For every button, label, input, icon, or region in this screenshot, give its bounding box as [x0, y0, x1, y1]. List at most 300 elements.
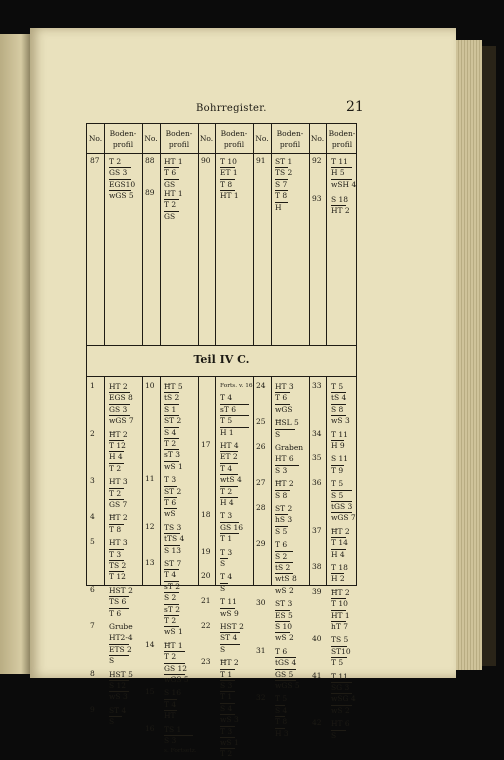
boring-number: 87 — [90, 156, 100, 165]
profile-layer: T 8 — [275, 717, 288, 727]
column-rule — [104, 376, 105, 586]
profile-layer: T 12 — [109, 572, 126, 582]
soil-profile — [164, 381, 183, 472]
profile-layer: T 8 — [275, 190, 292, 201]
boring-number: 41 — [312, 670, 322, 680]
boring-number: 38 — [312, 562, 322, 571]
profile-layer: H 2 — [331, 573, 348, 584]
boring-number: 25 — [256, 417, 266, 427]
profile-layer: T 4 — [220, 572, 233, 582]
profile-layer: HT 3 — [109, 538, 128, 548]
profile-layer: sT 2 — [164, 581, 183, 592]
soil-profile — [331, 718, 350, 741]
boring-number: 33 — [312, 381, 322, 390]
soil-profile — [220, 657, 239, 760]
boring-number: 5 — [90, 537, 95, 547]
soil-profile — [220, 621, 244, 655]
profile-layer: GS 7 — [109, 499, 128, 509]
profile-layer: sT 2 — [164, 604, 183, 615]
soil-profile — [275, 503, 292, 537]
column-rule — [253, 376, 254, 586]
soil-profile — [331, 634, 351, 668]
profile-layer: wS 3 — [220, 715, 239, 725]
profile-layer: S — [275, 429, 299, 440]
soil-profile — [331, 381, 350, 427]
boring-number: 10 — [145, 381, 155, 390]
column-rule — [271, 376, 272, 586]
profile-layer: S 2 — [164, 592, 183, 603]
boring-number: 12 — [145, 521, 155, 531]
profile-layer: T 12 — [109, 440, 126, 450]
column-rule — [215, 124, 216, 345]
profile-layer: GS — [164, 179, 183, 190]
soil-profile — [275, 539, 297, 596]
profile-layer: S 4 — [164, 427, 183, 438]
profile-layer: H 4 — [331, 549, 350, 560]
soil-profile — [164, 724, 197, 758]
profile-layer: T 8 — [109, 524, 128, 535]
profile-layer: S 3 — [275, 465, 303, 476]
soil-profile — [331, 562, 348, 585]
profile-layer: T 2 — [109, 488, 128, 499]
profile-layer: ES 5 — [275, 610, 293, 620]
profile-layer: S 3 — [164, 735, 197, 746]
soil-profile — [164, 687, 181, 721]
soil-profile — [331, 526, 350, 560]
profile-layer: S 4 — [275, 705, 288, 715]
soil-profile — [331, 587, 350, 633]
boring-number: 92 — [312, 156, 322, 165]
header-profile: Boden- profil — [328, 128, 356, 149]
profile-layer: S 10 — [275, 621, 293, 631]
profile-layer: S 8 — [275, 490, 294, 501]
profile-layer: T 8 — [220, 179, 239, 190]
soil-profile — [164, 558, 183, 638]
profile-layer: sT 3 — [164, 449, 183, 460]
page-stack-edge — [456, 40, 482, 670]
profile-layer: T 2 — [164, 651, 189, 662]
profile-layer: S 2 — [275, 551, 297, 562]
soil-profile — [275, 442, 303, 476]
soil-profile — [220, 156, 239, 202]
boring-number: 34 — [312, 428, 322, 438]
profile-layer: T 11 — [331, 671, 348, 681]
column-rule — [271, 124, 272, 345]
profile-layer: S 5 — [331, 490, 356, 501]
boring-number: 11 — [145, 474, 155, 484]
profile-layer: T 3 — [220, 511, 233, 521]
profile-layer: wS 1 — [164, 627, 183, 637]
profile-layer: TS 3 — [164, 522, 182, 532]
profile-layer: T 10 — [331, 599, 348, 609]
column-rule — [142, 124, 143, 345]
profile-layer: wSH 4 — [331, 179, 357, 189]
profile-layer: S 1 — [164, 404, 183, 415]
boring-number: 21 — [201, 596, 211, 606]
profile-layer: T 1 — [220, 669, 239, 680]
section-divider — [87, 345, 356, 346]
profile-layer: HT 1 — [164, 189, 183, 198]
profile-layer: TS 6 — [109, 596, 133, 607]
profile-layer: s. Fortsetz. — [164, 748, 197, 755]
profile-layer: HT 1 — [331, 610, 350, 620]
profile-layer: GS 16 — [220, 522, 244, 532]
profile-layer: sT 6 — [220, 404, 253, 415]
profile-layer: T 18 — [331, 563, 348, 572]
profile-layer: T 2 — [109, 463, 128, 474]
profile-layer: S — [220, 644, 244, 655]
profile-layer: wS 2 — [275, 633, 294, 643]
drilling-register-table — [86, 123, 357, 759]
soil-profile — [220, 596, 239, 619]
soil-profile — [164, 156, 183, 190]
boring-number: 23 — [201, 657, 211, 667]
profile-layer: T 1 — [220, 533, 243, 544]
profile-layer: hT 7 — [331, 621, 348, 631]
profile-layer: ĦT 1 — [164, 640, 183, 650]
profile-layer: H 1 — [220, 427, 253, 438]
profile-layer: tS 2 — [164, 392, 183, 403]
soil-profile — [331, 453, 348, 476]
soil-profile — [109, 156, 135, 202]
profile-layer: TS 5 — [331, 635, 349, 645]
soil-profile — [220, 547, 232, 570]
profile-layer: ST 2 — [275, 504, 293, 513]
boring-number: 18 — [201, 510, 211, 520]
profile-layer: HT 2 — [331, 206, 350, 216]
profile-layer: H 4 — [220, 497, 242, 508]
profile-layer: wtS 8 — [275, 574, 297, 584]
boring-number: 31 — [256, 645, 266, 655]
profile-layer: tGS 3 — [331, 501, 356, 512]
profile-layer: wS 9 — [220, 608, 239, 618]
soil-profile — [275, 693, 289, 739]
profile-layer: HT 3 — [109, 477, 128, 487]
profile-layer: HT — [164, 710, 181, 721]
boring-number: 32 — [256, 693, 266, 703]
profile-layer: GS 3 — [109, 167, 135, 178]
profile-layer: T 5 — [220, 415, 253, 426]
profile-layer: wS 1 — [164, 461, 183, 471]
profile-layer: HT 4 — [220, 441, 239, 450]
profile-layer: HST 2 — [109, 585, 133, 595]
profile-layer: S 12 — [109, 680, 133, 691]
profile-layer: ĦT 2 — [109, 429, 128, 439]
table-header-row — [87, 124, 356, 154]
profile-layer: ST10 — [331, 646, 351, 656]
profile-layer: wGS 7 — [331, 513, 356, 523]
profile-layer: T 2 — [220, 748, 239, 759]
profile-layer: ĦT 2 — [331, 526, 350, 536]
profile-layer: TS 1 — [164, 724, 182, 734]
boring-number: 37 — [312, 525, 322, 535]
profile-layer: ET 1 — [220, 168, 238, 178]
column-rule — [309, 124, 310, 345]
column-rule — [309, 376, 310, 586]
boring-number: 28 — [256, 503, 266, 512]
profile-layer: S 3 — [220, 680, 239, 691]
column-rule — [160, 124, 161, 345]
profile-layer: T 4 — [220, 463, 242, 474]
profile-layer: H 9 — [331, 440, 348, 451]
header-profile: Boden- profil — [276, 128, 304, 149]
boring-number: 20 — [201, 571, 211, 581]
soil-profile — [275, 646, 300, 692]
soil-profile — [275, 598, 294, 644]
profile-layer: GS 12 — [164, 663, 188, 673]
profile-layer: S 4 — [220, 703, 239, 714]
profile-layer: S 11 — [331, 454, 349, 464]
boring-number: 17 — [201, 440, 211, 449]
boring-number: 88 — [145, 156, 155, 165]
section-title: Teil IV C. — [193, 353, 250, 366]
boring-number: 93 — [312, 194, 322, 203]
profile-layer: EGS 8 — [109, 393, 133, 403]
boring-number: 14 — [145, 639, 155, 649]
header-no: No. — [88, 134, 103, 143]
profile-layer: ET 2 — [220, 451, 242, 462]
boring-number: 22 — [201, 621, 211, 630]
soil-profile — [109, 476, 128, 510]
profile-layer: T 2 — [220, 486, 242, 497]
soil-profile — [109, 537, 128, 583]
profile-layer: T 9 — [331, 465, 348, 476]
profile-layer: wS 3 — [109, 691, 133, 702]
header-profile: Boden- profil — [220, 128, 248, 149]
boring-number: 89 — [145, 188, 155, 197]
profile-layer: GS 3 — [109, 404, 134, 415]
profile-layer: T 5 — [331, 479, 344, 489]
left-page-edge — [0, 34, 30, 674]
profile-layer: EGS10 — [109, 179, 136, 189]
profile-layer: wSG 4 — [331, 694, 356, 704]
boring-number: 1 — [90, 381, 95, 390]
profile-layer: Graben — [275, 443, 304, 452]
boring-number: 29 — [256, 539, 266, 549]
profile-layer: S — [220, 583, 232, 594]
boring-number: 40 — [312, 634, 322, 644]
section-divider — [87, 376, 356, 377]
profile-layer: ĦT 2 — [220, 658, 239, 668]
profile-layer: wGS 5 — [164, 674, 189, 684]
profile-layer: ĦT 5 — [164, 382, 183, 391]
profile-layer: T 2 — [164, 199, 183, 210]
profile-layer: T 4 — [164, 699, 181, 710]
header-no: No. — [144, 134, 158, 143]
soil-profile — [109, 381, 134, 427]
profile-layer: ST 2 — [164, 486, 182, 496]
column-rule — [104, 124, 105, 345]
column-rule — [198, 376, 199, 586]
profile-layer: S — [109, 716, 126, 727]
profile-layer: wGS 5 — [275, 680, 300, 690]
profile-layer: Forts. v. 16 — [220, 383, 253, 389]
profile-layer: tS 2 — [275, 562, 297, 573]
profile-layer: T 6 — [275, 392, 294, 403]
profile-layer: ST 4 — [220, 632, 244, 643]
profile-layer: H 4 — [109, 451, 128, 462]
profile-layer: T 3 — [220, 547, 233, 557]
profile-layer: HT 1 — [220, 191, 239, 201]
column-rule — [198, 124, 199, 345]
profile-layer: T 11 — [220, 597, 237, 607]
column-rule — [253, 124, 254, 345]
profile-layer: S — [220, 558, 232, 569]
profile-layer: H 5 — [331, 167, 356, 178]
column-rule — [326, 376, 327, 586]
profile-layer: T 6 — [109, 608, 133, 619]
profile-layer: hS 3 — [275, 515, 293, 525]
profile-layer: tGS 4 — [275, 657, 300, 668]
soil-profile — [220, 571, 232, 594]
profile-layer: S — [331, 730, 350, 741]
boring-number: 90 — [201, 156, 211, 165]
profile-layer: S — [109, 655, 133, 666]
profile-layer: T 3 — [220, 726, 239, 737]
soil-profile — [109, 669, 133, 703]
boring-number: 19 — [201, 546, 211, 556]
soil-profile — [331, 429, 348, 452]
profile-layer: HST 2 — [220, 622, 244, 631]
profile-layer: T 6 — [275, 540, 288, 550]
profile-layer: wtS 4 — [220, 475, 242, 485]
profile-layer: ST 2 — [164, 416, 182, 426]
boring-number: 35 — [312, 453, 322, 463]
boring-number: 15 — [145, 687, 155, 697]
profile-layer: HT 2 — [109, 382, 128, 391]
profile-layer: wGS 7 — [109, 416, 134, 426]
boring-number: 13 — [145, 558, 155, 567]
soil-profile — [109, 621, 133, 667]
profile-layer: T 6 — [164, 497, 181, 508]
soil-profile — [275, 381, 294, 415]
profile-layer: T 3 — [164, 475, 177, 485]
soil-profile — [331, 194, 350, 217]
soil-profile — [164, 188, 183, 222]
boring-number: 2 — [90, 428, 95, 438]
profile-layer: wS 3 — [331, 416, 350, 426]
profile-layer: S 7 — [275, 179, 292, 190]
soil-profile — [275, 417, 299, 440]
profile-layer: ST 3 — [275, 599, 293, 609]
header-no: No. — [255, 134, 269, 143]
boring-number: 6 — [90, 584, 95, 594]
boring-number: 27 — [256, 478, 266, 488]
profile-layer: H 3 — [275, 728, 289, 738]
boring-number: 8 — [90, 668, 95, 678]
profile-layer: HT 1 — [164, 157, 183, 166]
boring-number: 16 — [145, 723, 155, 733]
profile-layer: T 14 — [331, 538, 348, 548]
profile-layer: ĦT 2 — [275, 479, 294, 489]
profile-layer: T 6 — [164, 167, 183, 178]
header-no: No. — [310, 134, 325, 143]
boring-number: 7 — [90, 621, 95, 630]
profile-layer: ST 7 — [164, 559, 182, 568]
soil-profile — [109, 705, 126, 728]
column-rule — [326, 124, 327, 345]
profile-layer: HT 3 — [275, 382, 294, 391]
soil-profile — [109, 512, 128, 535]
profile-layer: T 11 — [331, 429, 348, 439]
profile-layer: HST 5 — [109, 669, 133, 679]
profile-layer: T 2 — [164, 615, 183, 626]
soil-profile — [331, 671, 356, 717]
profile-layer: S 8 — [331, 404, 350, 415]
soil-profile — [331, 478, 356, 524]
boring-number: 24 — [256, 381, 266, 390]
profile-layer: T 6 — [275, 646, 288, 656]
soil-profile — [220, 440, 242, 508]
profile-layer: HT 6 — [275, 454, 294, 464]
profile-layer: T 1 — [220, 691, 239, 702]
profile-layer: S 18 — [331, 195, 349, 204]
soil-profile — [331, 156, 356, 190]
header-profile: Boden- profil — [165, 128, 193, 149]
book-cover-edge — [482, 46, 496, 666]
boring-number: 4 — [90, 512, 95, 522]
profile-layer: wS 2 — [331, 705, 356, 716]
profile-layer: ETS 2 — [109, 644, 132, 654]
profile-layer: tTS 4 — [164, 534, 185, 544]
profile-layer: ĦSL 5 — [275, 418, 299, 428]
profile-layer: T 2 — [109, 157, 122, 166]
profile-layer: T 5 — [331, 382, 344, 391]
profile-layer: TS 2 — [275, 168, 293, 178]
profile-layer: wGS 5 — [109, 191, 134, 201]
profile-layer: SG 3 — [331, 682, 356, 693]
column-rule — [160, 376, 161, 586]
soil-profile — [164, 640, 189, 686]
profile-layer: ST 4 — [109, 705, 127, 715]
profile-layer: H — [275, 202, 292, 213]
soil-profile — [164, 522, 184, 556]
profile-layer: S 16 — [164, 688, 182, 698]
profile-layer: T 11 — [331, 157, 348, 166]
profile-layer: tS 4 — [331, 392, 350, 403]
boring-number: 26 — [256, 442, 266, 451]
profile-layer: TS 2 — [109, 560, 127, 570]
profile-layer: Grube — [109, 622, 133, 631]
column-rule — [142, 376, 143, 586]
profile-layer: T 5 — [275, 694, 288, 704]
profile-layer: ĦT 2 — [109, 513, 128, 523]
profile-layer: ST 1 — [275, 157, 293, 166]
profile-layer: wS 1 — [220, 737, 239, 747]
header-no: No. — [199, 134, 214, 143]
soil-profile — [109, 585, 133, 619]
profile-layer: HT 6 — [331, 719, 350, 729]
boring-number: 91 — [256, 156, 266, 165]
profile-layer: ĦT 2 — [331, 587, 350, 597]
profile-layer: wS 2 — [275, 585, 297, 596]
profile-layer: S 13 — [164, 545, 184, 556]
profile-layer: T 2 — [164, 438, 183, 449]
profile-layer: T 5 — [331, 657, 351, 668]
soil-profile — [220, 510, 243, 544]
running-title: Bohrregister. — [196, 103, 267, 114]
boring-number: 30 — [256, 598, 266, 608]
boring-number: 42 — [312, 718, 322, 728]
soil-profile — [164, 474, 181, 520]
boring-number: 9 — [90, 704, 95, 714]
page-number: 21 — [346, 99, 364, 115]
boring-number: 39 — [312, 586, 322, 596]
boring-number: 3 — [90, 476, 95, 486]
profile-layer: wGS — [275, 404, 293, 414]
profile-layer: wS — [164, 508, 181, 519]
boring-number: 36 — [312, 478, 322, 488]
